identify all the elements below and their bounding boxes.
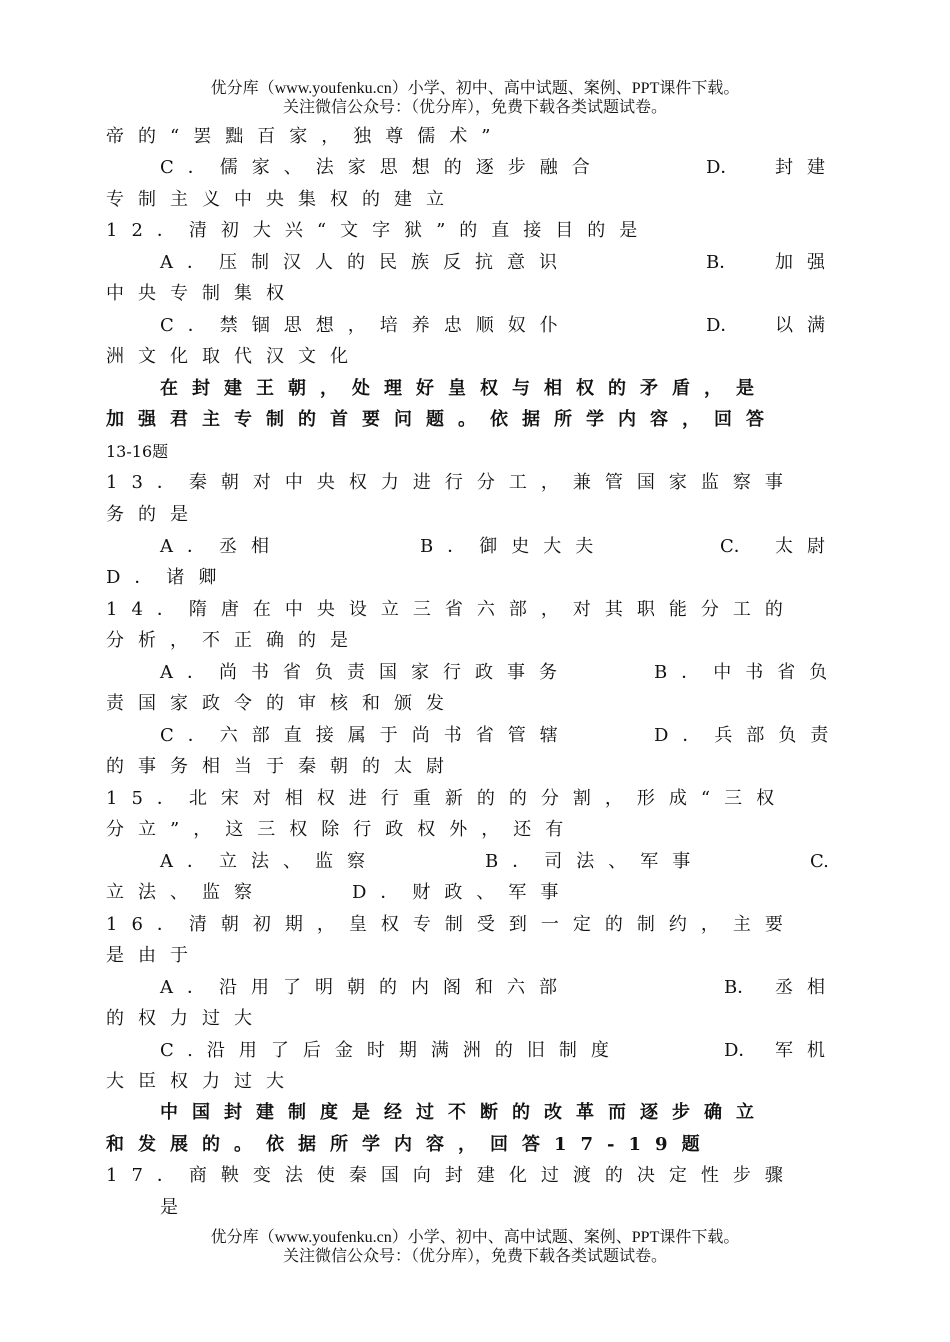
- question-13: 13．秦朝对中央权力进行分工，兼管国家监察事: [106, 472, 797, 493]
- q12-option-d-cont: 洲文化取代汉文化: [106, 346, 362, 367]
- question-13-cont: 务的是: [106, 504, 202, 525]
- q15-option-a: A．立法、监察: [160, 851, 379, 872]
- q16-option-b-text: 丞相: [775, 977, 839, 998]
- q15-option-d: D．财政、军事: [352, 882, 573, 903]
- question-17-cont: 是: [160, 1197, 192, 1218]
- page-header-line2: 关注微信公众号：（优分库），免费下载各类试题试卷。: [282, 99, 667, 116]
- question-15: 15．北宋对相权进行重新的的分割，形成“三权: [106, 788, 789, 809]
- q15-option-b: B．司法、军事: [485, 851, 705, 872]
- question-16-cont: 是由于: [106, 945, 202, 966]
- q16-option-d-cont: 大臣权力过大: [106, 1071, 298, 1092]
- page-footer-line2: 关注微信公众号：（优分库），免费下载各类试题试卷。: [282, 1248, 667, 1265]
- question-14: 14．隋唐在中央设立三省六部，对其职能分工的: [106, 599, 797, 620]
- q14-option-d: D．兵部负责: [654, 725, 843, 746]
- q14-option-a: A．尚书省负责国家行政事务: [160, 662, 571, 683]
- q15-option-c-text: 立法、监察: [106, 882, 266, 903]
- q16-option-d-text: 军机: [775, 1040, 839, 1061]
- section-intro-17-19-cont: 和发展的。依据所学内容，回答17-19题: [106, 1134, 714, 1155]
- q15-option-c-label: C.: [810, 851, 829, 872]
- q11-option-d-text: 封建: [775, 157, 839, 178]
- section-intro-17-19: 中国封建制度是经过不断的改革而逐步确立: [160, 1102, 768, 1123]
- q12-option-b-label: B．: [706, 252, 738, 273]
- question-17: 17．商鞅变法使秦国向封建化过渡的决定性步骤: [106, 1165, 797, 1186]
- question-16: 16．清朝初期，皇权专制受到一定的制约，主要: [106, 914, 797, 935]
- q12-option-b-cont: 中央专制集权: [106, 283, 298, 304]
- q16-option-b-cont: 的权力过大: [106, 1008, 266, 1029]
- q12-option-a: A．压制汉人的民族反抗意识: [160, 252, 571, 273]
- q16-option-c: C.沿用了后金时期满洲的旧制度: [160, 1040, 623, 1061]
- q11-option-d-label: D．: [706, 157, 739, 178]
- question-15-cont: 分立”，这三权除行政权外，还有: [106, 819, 578, 840]
- question-12: 12．清初大兴“文字狱”的直接目的是: [106, 220, 652, 241]
- q13-option-d: D．诸卿: [106, 567, 231, 588]
- q11-option-c: C．儒家、法家思想的逐步融合: [160, 157, 604, 178]
- question-14-cont: 分析，不正确的是: [106, 630, 362, 651]
- q14-option-b: B．中书省负: [654, 662, 842, 683]
- q13-option-b: B．御史大夫: [420, 536, 608, 557]
- q12-option-b-text: 加强: [775, 252, 839, 273]
- q14-option-b-cont: 责国家政令的审核和颁发: [106, 693, 458, 714]
- section-intro-13-16-range: 13-16题: [106, 442, 169, 461]
- q13-option-c-text: 太尉: [775, 536, 839, 557]
- q16-option-d-label: D．: [724, 1040, 757, 1061]
- q13-option-a: A．丞相: [160, 536, 283, 557]
- page-header-line1: 优分库（www.youfenku.cn）小学、初中、高中试题、案例、PPT课件下载。: [210, 80, 740, 97]
- q12-option-d-text: 以满: [775, 315, 839, 336]
- q12-option-c: C．禁锢思想，培养忠顺奴仆: [160, 315, 572, 336]
- section-intro-13-16: 在封建王朝，处理好皇权与相权的矛盾，是: [160, 378, 768, 399]
- q13-option-c-label: C．: [720, 536, 752, 557]
- text-line: 帝的“罢黜百家，独尊儒术”: [106, 126, 505, 147]
- q14-option-c: C．六部直接属于尚书省管辖: [160, 725, 572, 746]
- section-intro-13-16-cont: 加强君主专制的首要问题。依据所学内容，回答: [106, 409, 778, 430]
- q12-option-d-label: D．: [706, 315, 739, 336]
- q14-option-d-cont: 的事务相当于秦朝的太尉: [106, 756, 458, 777]
- q16-option-b-label: B．: [724, 977, 756, 998]
- q16-option-a: A．沿用了明朝的内阁和六部: [160, 977, 571, 998]
- q11-option-d-cont: 专制主义中央集权的建立: [106, 189, 458, 210]
- page-footer-line1: 优分库（www.youfenku.cn）小学、初中、高中试题、案例、PPT课件下载。: [210, 1229, 740, 1246]
